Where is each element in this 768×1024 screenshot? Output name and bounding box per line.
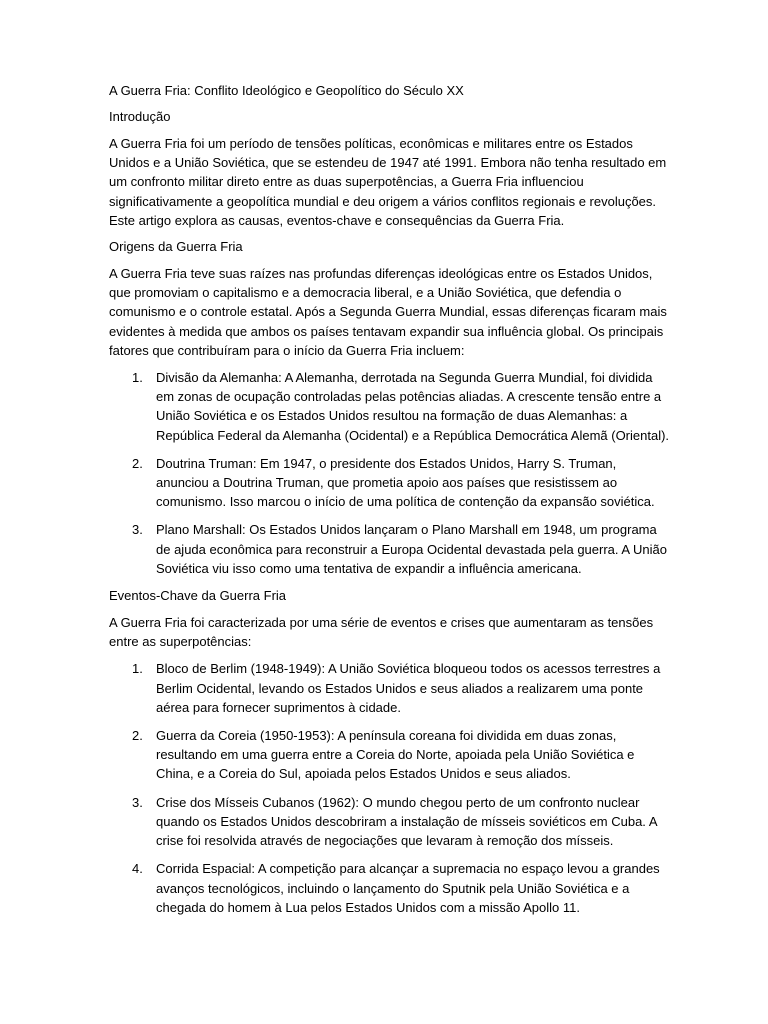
list-item-number: 3. (132, 522, 143, 538)
events-list (109, 659, 672, 916)
list-item-number: 4. (132, 861, 143, 877)
list-item (109, 659, 672, 717)
origins-list (109, 368, 672, 578)
events-paragraph: A Guerra Fria foi caracterizada por uma série de eventos e crises que aumentaram as tensões entre as superpotências: (109, 615, 654, 650)
list-item (109, 793, 672, 851)
list-item (109, 726, 672, 784)
list-item-number: 2. (132, 728, 143, 744)
list-item-number: 3. (132, 794, 143, 810)
list-item-number: 1. (132, 661, 143, 677)
origins-heading: Origens da Guerra Fria (109, 239, 243, 255)
list-item-text: Doutrina Truman: Em 1947, o presidente dos Estados Unidos, Harry S. Truman, anunciou a Doutrina Truman, que prometia apoio aos países que resistissem ao comunismo. Isso marcou o início de uma política de contenção da expansão soviética. (156, 455, 655, 510)
list-item (109, 520, 672, 578)
list-item-text: Divisão da Alemanha: A Alemanha, derrotada na Segunda Guerra Mundial, foi dividida em zonas de ocupação controladas pelas potências aliadas. A crescente tensão entre a União Soviética e os Estados Unidos resultou na formação de duas Alemanhas: a República Federal da Alemanha (Ocidental) e a República Democrática Alemã (Oriental). (156, 370, 670, 443)
list-item (109, 859, 672, 917)
list-item (109, 368, 672, 445)
events-heading: Eventos-Chave da Guerra Fria (109, 588, 287, 604)
list-item-text: Bloco de Berlim (1948-1949): A União Soviética bloqueou todos os acessos terrestres a Berlim Ocidental, levando os Estados Unidos e seus aliados a realizarem uma ponte aérea para fornecer suprimentos à cidade. (156, 661, 661, 715)
list-item-text: Crise dos Mísseis Cubanos (1962): O mundo chegou perto de um confronto nuclear quando os Estados Unidos descobriram a instalação de mísseis soviéticos em Cuba. A crise foi resolvida através de negociações que levaram à remoção dos mísseis. (156, 794, 657, 849)
list-item-text: Plano Marshall: Os Estados Unidos lançaram o Plano Marshall em 1948, um programa de ajuda econômica para reconstruir a Europa Ocidental devastada pela guerra. A União Soviética viu isso como uma tentativa de expandir a influência americana. (156, 522, 667, 576)
list-item (109, 454, 672, 512)
list-item-text: Guerra da Coreia (1950-1953): A península coreana foi dividida em duas zonas, resultando em uma guerra entre a Coreia do Norte, apoiada pela União Soviética e China, e a Coreia do Sul, apoiada pelos Estados Unidos e seus aliados. (156, 728, 635, 782)
list-item-number: 1. (132, 370, 143, 386)
origins-paragraph: A Guerra Fria teve suas raízes nas profundas diferenças ideológicas entre os Estados Unidos, que promoviam o capitalismo e a democracia liberal, e a União Soviética, que defendia o comunismo e o controle estatal. Após a Segunda Guerra Mundial, essas diferenças ficaram mais evidentes à medida que ambos os países tentavam expandir sua influência global. Os principais fatores que contribuíram para o início da Guerra Fria incluem: (109, 266, 667, 358)
intro-paragraph: A Guerra Fria foi um período de tensões políticas, econômicas e militares entre os Estados Unidos e a União Soviética, que se estendeu de 1947 até 1991. Embora não tenha resultado em um confronto militar direto entre as duas superpotências, a Guerra Fria influenciou significativamente a geopolítica mundial e deu origem a vários conflitos regionais e revoluções. Este artigo explora as causas, eventos-chave e consequências da Guerra Fria. (109, 136, 667, 228)
list-item-number: 2. (132, 455, 143, 471)
document-title: A Guerra Fria: Conflito Ideológico e Geopolítico do Século XX (109, 83, 464, 98)
list-item-text: Corrida Espacial: A competição para alcançar a supremacia no espaço levou a grandes avanços tecnológicos, incluindo o lançamento do Sputnik pela União Soviética e a chegada do homem à Lua pelos Estados Unidos com a missão Apollo 11. (156, 861, 660, 915)
intro-heading: Introdução (109, 109, 171, 124)
